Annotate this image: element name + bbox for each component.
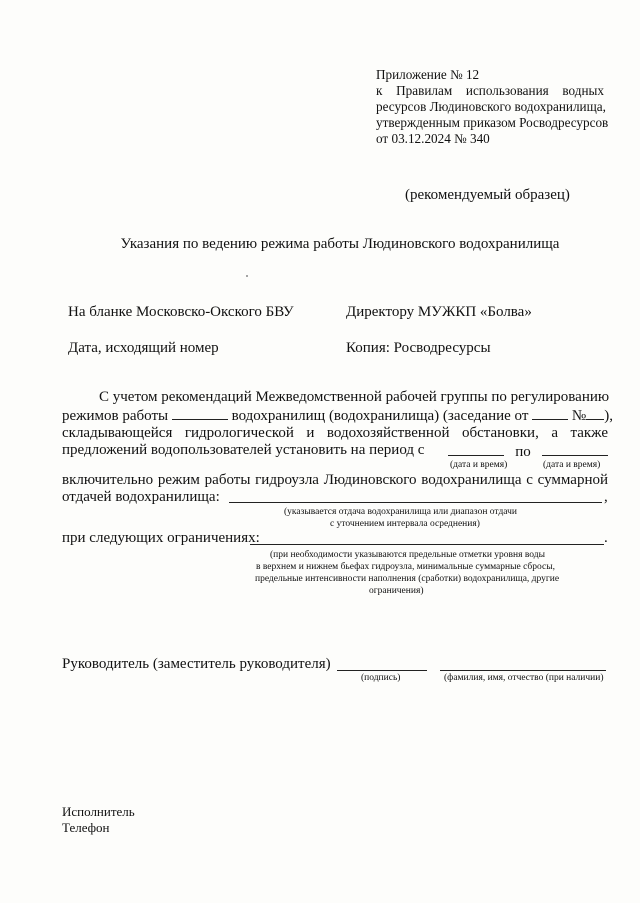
body-line-2-a: режимов работы [62,408,169,424]
date-number-note: Дата, исходящий номер [68,340,219,356]
restrictions-note-3: предельные интенсивности наполнения (сработки) водохранилища, другие [255,574,560,584]
output-note-1: (указывается отдача водохранилища или диапазон отдачи [284,507,517,517]
appendix-number: Приложение № 12 [376,67,480,82]
appendix-line-4: утвержденным приказом Росводресурсов [376,115,609,130]
body-line-1: С учетом рекомендаций Межведомственной рабочей группы по регулированию [99,389,610,405]
body-line-2-b: водохранилищ (водохранилища) (заседание от [231,408,529,424]
copy-recipient: Копия: Росводресурсы [346,340,491,356]
body-line-2 [62,406,613,425]
executor-label: Исполнитель [62,804,135,819]
body-line-6 [62,489,608,506]
body-line-2-d: ), [604,408,613,424]
body-text [62,389,613,461]
sample-note: (рекомендуемый образец) [405,187,570,203]
addressee: Директору МУЖКП «Болва» [346,304,532,320]
output-note-2: с уточнением интервала осреднения) [330,519,480,529]
footer-block [62,804,135,836]
meeting-date-blank [532,406,568,420]
period-end-blank [542,442,608,456]
body-line-5: включительно режим работы гидроузла Людиновского водохранилища с суммарной [62,472,608,488]
body-line-2-c: № [571,408,587,424]
letterhead-note: На бланке Московско-Окского БВУ [68,304,294,320]
date-time-caption-2: (дата и время) [543,460,601,470]
body-line-4 [62,442,608,461]
restrictions-note-4: ограничения) [369,586,424,596]
appendix-line-3: ресурсов Людиновского водохранилища, [376,99,606,114]
restrictions-note-1: (при необходимости указываются предельные отметки уровня воды [270,550,545,560]
output-comma: , [604,489,608,505]
name-caption: (фамилия, имя, отчество (при наличии) [444,673,604,683]
restrictions-period: . [604,530,608,546]
body-line-4-b: по [515,444,531,460]
output-blank [229,502,602,503]
regime-blank [172,406,228,420]
scan-speck [246,275,248,277]
body-line-4-a: предложений водопользователей установить на период с [62,442,425,458]
body-line-3: складывающейся гидрологической и водохозяйственной обстановки, а также [62,425,608,441]
meeting-number-blank [586,406,604,420]
body-text-2 [62,472,608,506]
signature-caption: (подпись) [361,673,401,683]
date-time-caption-1: (дата и время) [450,460,508,470]
restrictions-note-2: в верхнем и нижнем бьефах гидроузла, минимальные суммарные сбросы, [256,562,555,572]
restrictions-label: при следующих ограничениях: [62,530,260,546]
appendix-block [376,67,609,147]
document-title: Указания по ведению режима работы Людиновского водохранилища [120,236,560,252]
restrictions-blank [250,544,604,545]
signature-blank [337,670,427,671]
name-blank [440,670,606,671]
appendix-line-5: от 03.12.2024 № 340 [376,131,490,146]
appendix-line-2: к Правилам использования водных [376,83,604,98]
body-line-6-a: отдачей водохранилища: [62,489,220,505]
phone-label: Телефон [62,820,110,835]
signatory-label: Руководитель (заместитель руководителя) [62,656,331,672]
period-start-blank [448,442,504,456]
